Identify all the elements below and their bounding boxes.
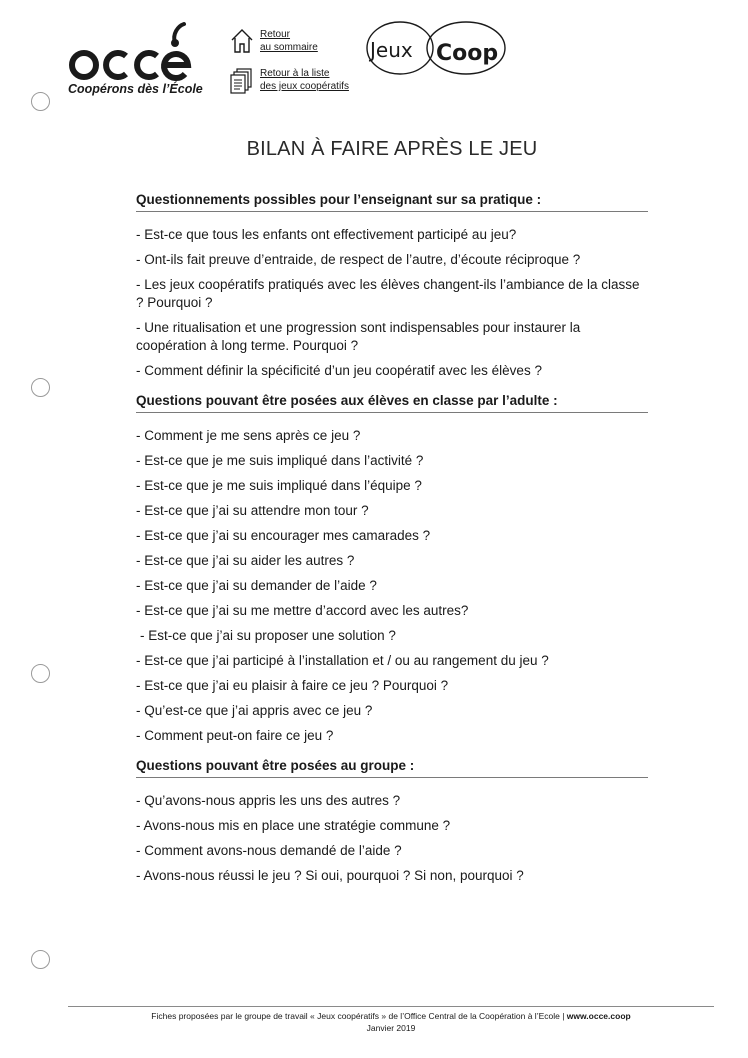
- back-to-summary-line2: au sommaire: [260, 42, 318, 53]
- list-item: - Est-ce que j’ai su me mettre d’accord avec les autres?: [136, 603, 469, 618]
- list-item: - Est-ce que j’ai su proposer une solution ?: [140, 628, 396, 643]
- occe-logo: [68, 20, 203, 100]
- list-item: - Est-ce que j’ai su encourager mes camarades ?: [136, 528, 431, 543]
- list-item: - Comment définir la spécificité d’un jeu coopératif avec les élèves ?: [136, 363, 542, 378]
- list-item: - Comment peut-on faire ce jeu ?: [136, 728, 334, 743]
- back-to-summary-line1: Retour: [260, 29, 291, 40]
- binder-hole: [31, 378, 50, 397]
- list-item: - Comment avons-nous demandé de l’aide ?: [136, 843, 402, 858]
- home-icon: [230, 28, 254, 54]
- occe-logo-icon: [68, 20, 198, 82]
- back-to-summary-link[interactable]: [230, 28, 318, 54]
- logo-word-jeux: Jeux: [370, 38, 413, 62]
- list-item: - Comment je me sens après ce jeu ?: [136, 428, 361, 443]
- footer-site-link[interactable]: www.occe.coop: [566, 1011, 631, 1021]
- section-heading: Questionnements possibles pour l’enseignant sur sa pratique :: [136, 192, 648, 212]
- content: [136, 192, 648, 892]
- list-item: - Est-ce que j’ai eu plaisir à faire ce jeu ? Pourquoi ?: [136, 678, 449, 693]
- footer: [68, 1006, 714, 1034]
- section-heading: Questions pouvant être posées au groupe :: [136, 758, 648, 778]
- back-to-list-line2: des jeux coopératifs: [260, 81, 349, 92]
- binder-hole: [31, 92, 50, 111]
- binder-hole: [31, 664, 50, 683]
- page-title: BILAN À FAIRE APRÈS LE JEU: [246, 138, 538, 160]
- list-item: - Est-ce que tous les enfants ont effectivement participé au jeu?: [136, 227, 517, 242]
- list-item: - Est-ce que je me suis impliqué dans l’équipe ?: [136, 478, 422, 493]
- footer-date: Janvier 2019: [366, 1023, 416, 1033]
- binder-hole: [31, 950, 50, 969]
- jeux-coop-logo: [366, 20, 508, 76]
- logo-word-coop: Coop: [436, 41, 499, 66]
- list-item: - Qu’avons-nous appris les uns des autres ?: [136, 793, 401, 808]
- list-item: - Est-ce que j’ai su aider les autres ?: [136, 553, 355, 568]
- list-item: - Est-ce que je me suis impliqué dans l’activité ?: [136, 453, 424, 468]
- list-item: - Qu’est-ce que j’ai appris avec ce jeu ?: [136, 703, 373, 718]
- document-stack-icon: [230, 67, 254, 95]
- occe-tagline: Coopérons dès l’École: [68, 82, 203, 96]
- list-item: - Une ritualisation et une progression sont indispensables pour instaurer la coopération à long terme. Pourquoi ?: [136, 320, 581, 353]
- list-item: - Ont-ils fait preuve d’entraide, de respect de l’autre, d’écoute réciproque ?: [136, 252, 581, 267]
- list-item: - Est-ce que j’ai su attendre mon tour ?: [136, 503, 369, 518]
- section-group: [136, 758, 648, 885]
- footer-text: Fiches proposées par le groupe de travail « Jeux coopératifs » de l’Office Central de la Coopération à l’Ecole |: [151, 1011, 567, 1021]
- list-item: - Est-ce que j’ai participé à l’installation et / ou au rangement du jeu ?: [136, 653, 549, 668]
- list-item: - Les jeux coopératifs pratiqués avec les élèves changent-ils l’ambiance de la classe ? Pourquoi ?: [136, 277, 640, 310]
- list-item: - Est-ce que j’ai su demander de l’aide ?: [136, 578, 377, 593]
- list-item: - Avons-nous mis en place une stratégie commune ?: [136, 818, 451, 833]
- section-heading: Questions pouvant être posées aux élèves en classe par l’adulte :: [136, 393, 648, 413]
- section-teacher: [136, 192, 648, 380]
- section-students: [136, 393, 648, 745]
- list-item: - Avons-nous réussi le jeu ? Si oui, pourquoi ? Si non, pourquoi ?: [136, 868, 524, 883]
- back-to-list-link[interactable]: [230, 67, 349, 95]
- back-to-list-line1: Retour à la liste: [260, 68, 330, 79]
